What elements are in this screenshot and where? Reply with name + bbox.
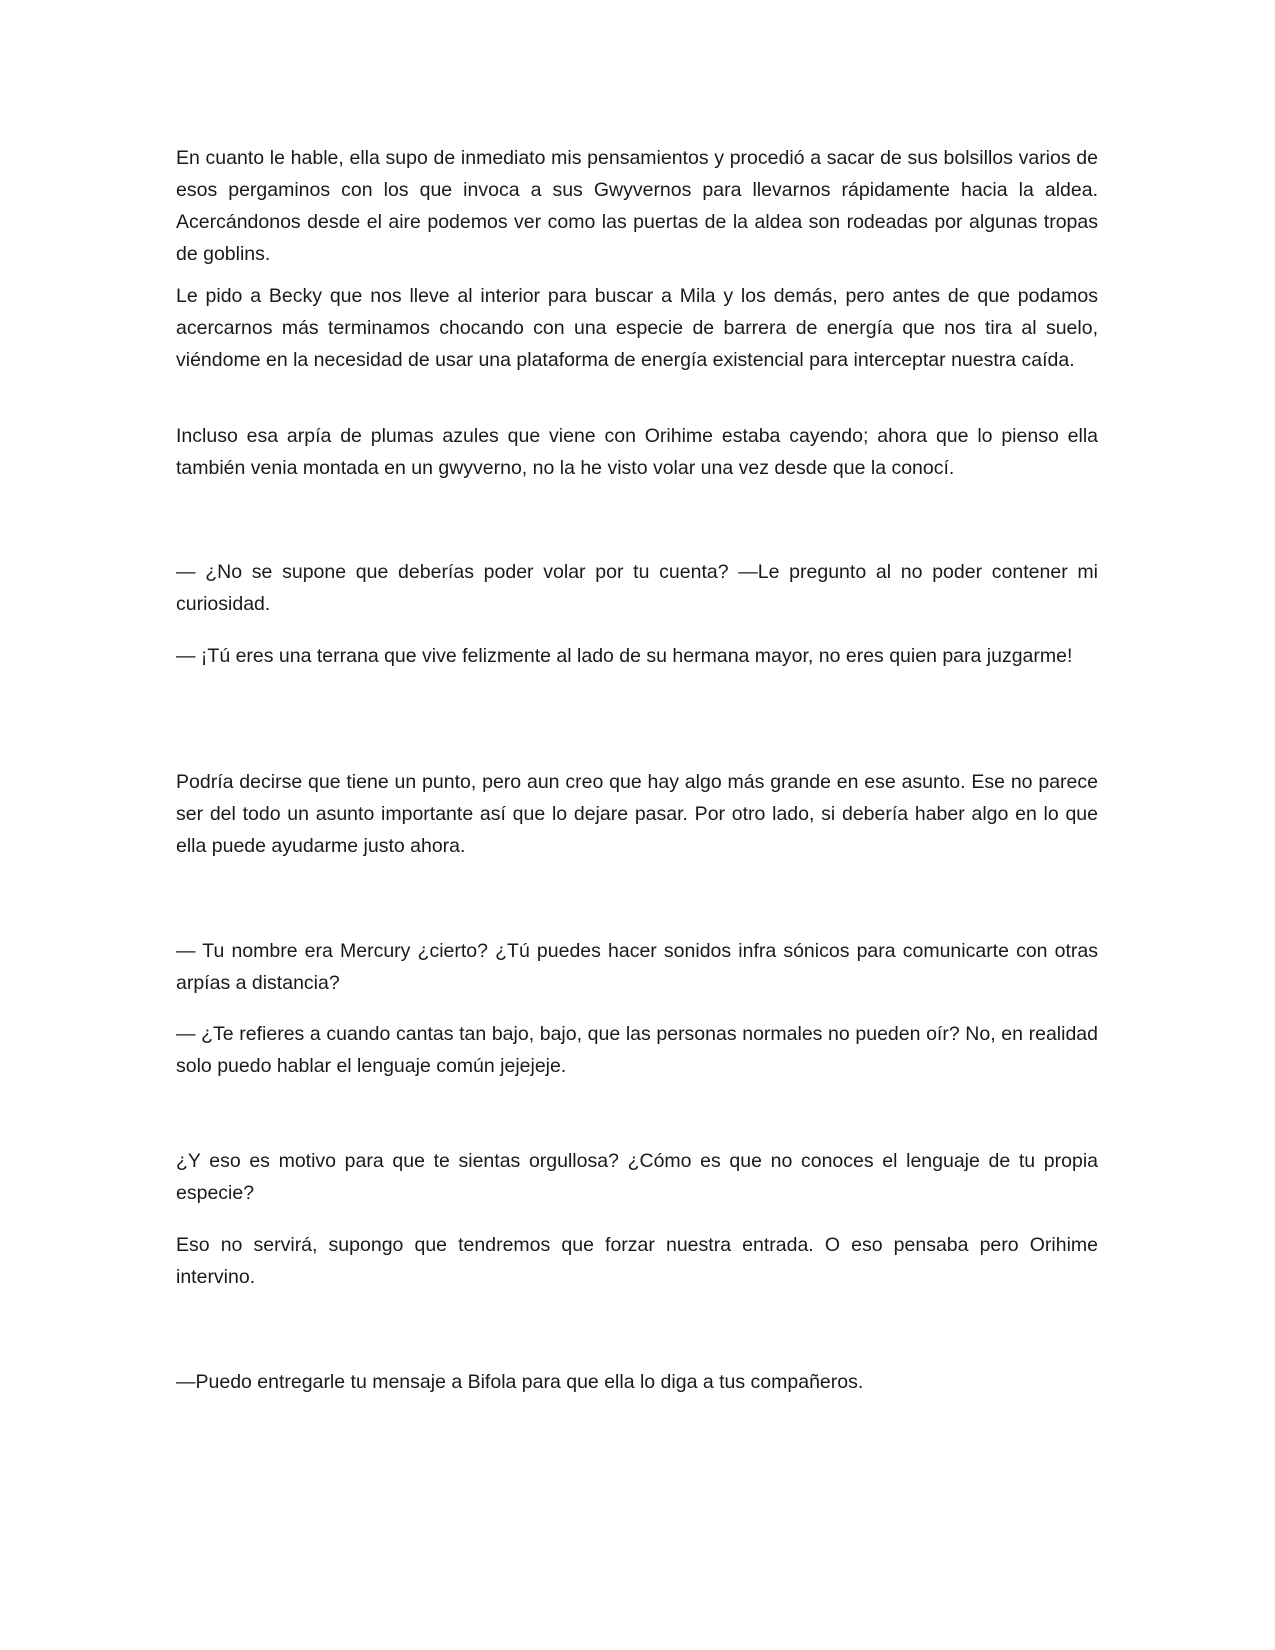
dialogue-reply-terrana: — ¡Tú eres una terrana que vive felizmente al lado de su hermana mayor, no eres quien para juzgarme! <box>176 645 1073 667</box>
dialogue-reply-language: — ¿Te refieres a cuando cantas tan bajo, bajo, que las personas normales no pueden oír? No, en realidad solo puedo hablar el lenguaje común jejejeje. <box>176 1023 1098 1077</box>
paragraph-proud-question: ¿Y eso es motivo para que te sientas orgullosa? ¿Cómo es que no conoces el lenguaje de tu propia especie? <box>176 1150 1098 1204</box>
dialogue-question-flying: — ¿No se supone que deberías poder volar por tu cuenta? —Le pregunto al no poder contener mi curiosidad. <box>176 561 1098 615</box>
dialogue-question-mercury: — Tu nombre era Mercury ¿cierto? ¿Tú puedes hacer sonidos infra sónicos para comunicarte con otras arpías a distancia? <box>176 940 1098 994</box>
paragraph-force-entry: Eso no servirá, supongo que tendremos que forzar nuestra entrada. O eso pensaba pero Orihime intervino. <box>176 1234 1098 1288</box>
paragraph-barrier: Le pido a Becky que nos lleve al interior para buscar a Mila y los demás, pero antes de que podamos acercarnos más terminamos chocando con una especie de barrera de energía que nos tira al suelo, viéndome en la necesidad de usar una plataforma de energía existencial para interceptar nuestra caída. <box>176 285 1098 371</box>
paragraph-reflection: Podría decirse que tiene un punto, pero aun creo que hay algo más grande en ese asunto. Ese no parece ser del todo un asunto importante así que lo dejare pasar. Por otro lado, si debería haber algo en lo que ella puede ayudarme justo ahora. <box>176 771 1098 857</box>
paragraph-arrival: En cuanto le hable, ella supo de inmediato mis pensamientos y procedió a sacar de sus bolsillos varios de esos pergaminos con los que invoca a sus Gwyvernos para llevarnos rápidamente hacia la aldea. Acercándonos desde el aire podemos ver como las puertas de la aldea son rodeadas por algunas tropas de goblins. <box>176 147 1098 265</box>
dialogue-orihime-message: —Puedo entregarle tu mensaje a Bifola para que ella lo diga a tus compañeros. <box>176 1371 864 1393</box>
paragraph-harpy-falling: Incluso esa arpía de plumas azules que viene con Orihime estaba cayendo; ahora que lo pienso ella también venia montada en un gwyverno, no la he visto volar una vez desde que la conocí. <box>176 425 1098 479</box>
